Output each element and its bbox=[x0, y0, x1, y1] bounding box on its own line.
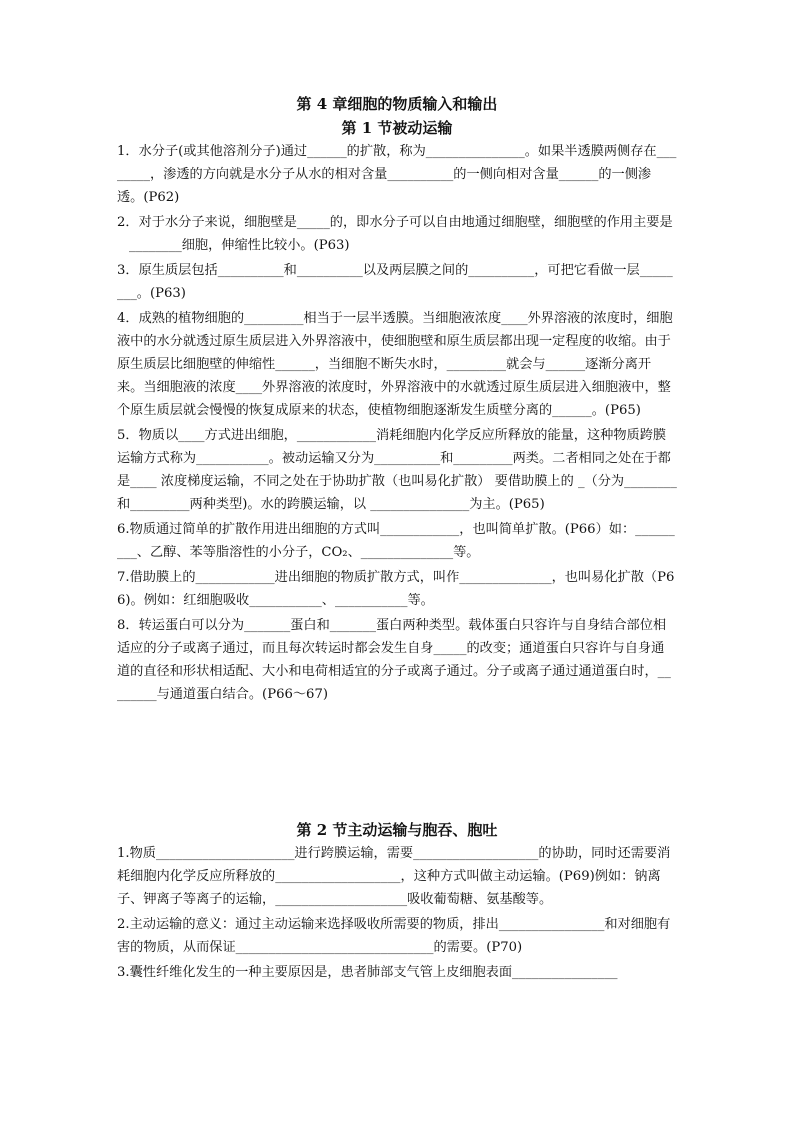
question-paragraph: 3．原生质层包括__________和__________以及两层膜之间的__________，可把它看做一层________。(P63) bbox=[117, 263, 673, 301]
question-paragraph: 3.囊性纤维化发生的一种主要原因是，患者肺部支气管上皮细胞表面________________ bbox=[117, 965, 618, 980]
spacer bbox=[117, 708, 677, 816]
question-paragraph: 2．对于水分子来说，细胞壁是_____的，即水分子可以自由地通过细胞壁，细胞壁的作用主要是________细胞，伸缩性比较小。(P63) bbox=[117, 215, 673, 253]
question-paragraph: 1.物质_____________________进行跨膜运输，需要___________________的协助，同时还需要消耗细胞内化学反应所释放的___________________，这种方式叫做主动运输。(P69)例如：钠离子、钾离子等离子的运输，____________________吸收葡萄糖、氨基酸等。 bbox=[117, 846, 671, 907]
question-paragraph: 8．转运蛋白可以分为_______蛋白和_______蛋白两种类型。载体蛋白只容许与自身结合部位相适应的分子或离子通过，而且每次转运时都会发生自身_____的改变；通道蛋白只容许与自身通道的直径和形状相适配、大小和电荷相适宜的分子或离子通过。分子或离子通过通道蛋白时，________与通道蛋白结合。(P66～67) bbox=[117, 618, 671, 702]
chapter-title: 第 4 章细胞的物质输入和输出 bbox=[296, 95, 498, 113]
question-paragraph: 6.物质通过简单的扩散作用进出细胞的方式叫____________，也叫简单扩散。(P66）如：_________、乙醇、苯等脂溶性的小分子，CO₂、______________等。 bbox=[117, 522, 675, 560]
question-paragraph: 1．水分子(或其他溶剂分子)通过______的扩散，称为_______________。如果半透膜两侧存在________，渗透的方向就是水分子从水的相对含量__________的一侧向相对含量______的一侧渗透。(P62) bbox=[117, 144, 677, 205]
section-title: 第 2 节主动运输与胞吞、胞吐 bbox=[296, 821, 498, 839]
question-paragraph: 5．物质以____方式进出细胞，____________消耗细胞内化学反应所释放的能量，这种物质跨膜运输方式称为___________。被动运输又分为__________和_________两类。二者相同之处在于都是____ 浓度梯度运输，不同之处在于协助扩散（也叫易化扩散） 要借助膜上的 _（分为________和_________两种类型)。水的跨膜运输，以 _______________为主。(P65) bbox=[117, 428, 677, 512]
question-paragraph: 2.主动运输的意义：通过主动运输来选择吸收所需要的物质，排出________________和对细胞有害的物质，从而保证______________________________的需要。(P70) bbox=[117, 917, 671, 955]
document-page bbox=[117, 92, 677, 986]
section-title: 第 1 节被动运输 bbox=[341, 119, 453, 137]
question-paragraph: 4．成熟的植物细胞的_________相当于一层半透膜。当细胞液浓度____外界溶液的浓度时，细胞液中的水分就透过原生质层进入外界溶液中，使细胞壁和原生质层都出现一定程度的收缩。由于原生质层比细胞壁的伸缩性______，当细胞不断失水时，_________就会与______逐渐分离开来。当细胞液的浓度____外界溶液的浓度时，外界溶液中的水就透过原生质层进入细胞液中，整个原生质层就会慢慢的恢复成原来的状态，使植物细胞逐渐发生质壁分离的______。(P65) bbox=[117, 311, 673, 418]
question-paragraph: 7.借助膜上的____________进出细胞的物质扩散方式，叫作______________，也叫易化扩散（P66)。例如：红细胞吸收___________、___________等。 bbox=[117, 570, 675, 608]
